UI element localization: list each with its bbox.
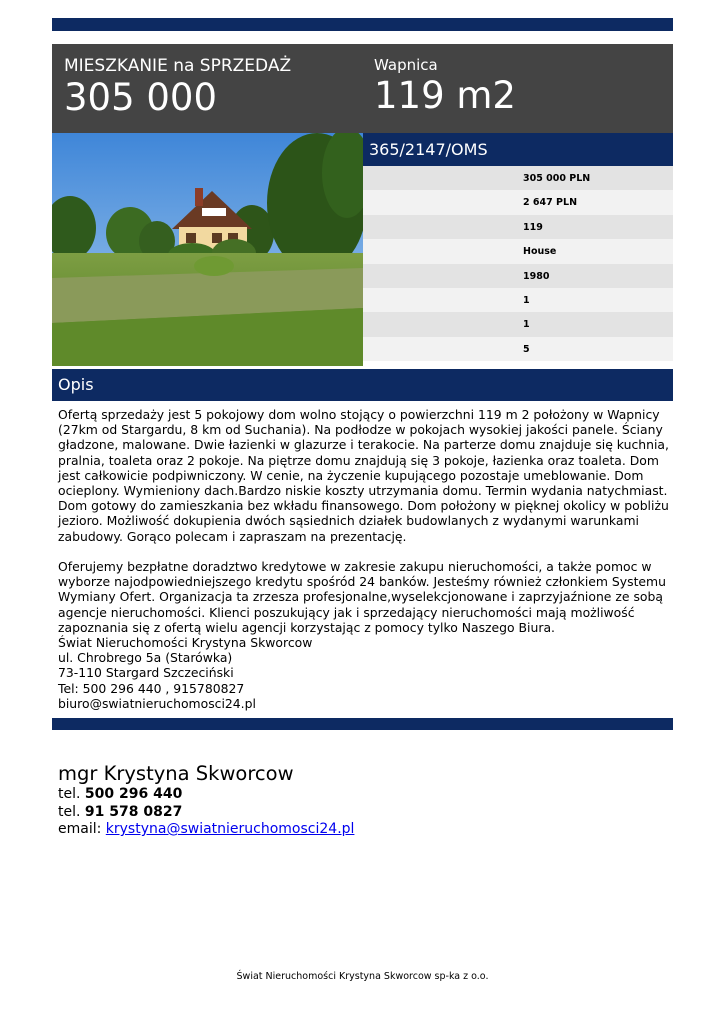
detail-value: 1980 xyxy=(523,270,550,282)
office-line: ul. Chrobrego 5a (Starówka) xyxy=(58,650,233,666)
detail-row-area xyxy=(363,215,673,239)
detail-value: 1 xyxy=(523,294,530,306)
agent-phone-line xyxy=(58,804,658,822)
section-divider-bar xyxy=(52,718,673,730)
detail-value: 5 xyxy=(523,343,530,355)
office-line: Świat Nieruchomości Krystyna Skworcow xyxy=(58,635,313,651)
reference-number: 365/2147/OMS xyxy=(369,140,488,159)
detail-value: 1 xyxy=(523,319,530,331)
agent-email-link[interactable]: krystyna@swiatnieruchomosci24.pl xyxy=(105,821,355,837)
listing-header xyxy=(52,44,673,133)
description-header xyxy=(52,369,673,401)
phone-label: tel. xyxy=(58,786,81,802)
email-label: email: xyxy=(58,821,102,837)
agent-email-line xyxy=(58,821,658,839)
detail-value: House xyxy=(523,246,557,258)
detail-row-year xyxy=(363,264,673,288)
footer-company: Świat Nieruchomości Krystyna Skworcow sp-ka z o.o. xyxy=(236,971,489,982)
detail-row-price xyxy=(363,166,673,190)
agent-contact xyxy=(58,762,658,839)
office-line: 73-110 Stargard Szczeciński xyxy=(58,665,234,681)
description-body xyxy=(58,407,670,711)
detail-value: 2 647 PLN xyxy=(523,197,578,209)
listing-city: Wapnica xyxy=(374,56,438,74)
office-line: biuro@swiatnieruchomosci24.pl xyxy=(58,695,256,711)
agent-phone-line xyxy=(58,786,658,804)
agent-name: mgr Krystyna Skworcow xyxy=(58,762,294,785)
listing-area: 119 m2 xyxy=(374,74,516,117)
agent-phone-2: 91 578 0827 xyxy=(84,803,183,820)
detail-row-6 xyxy=(363,288,673,312)
detail-value: 119 xyxy=(523,221,543,233)
detail-row-rooms xyxy=(363,337,673,361)
office-line: Tel: 500 296 440 , 915780827 xyxy=(58,680,245,696)
reference-bar xyxy=(363,133,673,166)
phone-label: tel. xyxy=(58,803,81,820)
description-paragraph: Ofertą sprzedaży jest 5 pokojowy dom wolno stojący o powierzchni 119 m 2 położony w Wapnicy (27km od Stargardu, 8 km od Suchania). Na podłodze w pokojach wysokiej jakości panele. Ściany gładzone, malowane. Dwie łazienki w glazurze i terakocie. Na parterze domu znajduje się kuchnia, pralnia, toaleta oraz 2 pokoje. Na piętrze domu znajdują się 3 pokoje, łazienka oraz toaleta. Dom jest całkowicie podpiwniczony. W cenie, na życzenie kupującego pozostaje umeblowanie. Dom ocieplony. Wymieniony dach.Bardzo niskie koszty utrzymania domu. Termin wydania natychmiast. Dom gotowy do zamieszkania bez wkładu finansowego. Dom położony w pięknej okolicy w pobliżu jezioro. Możliwość dokupienia dwóch sąsiednich działek budowlanych z wydanymi warunkami zabudowy. Gorąco polecam i zapraszam na prezentację. xyxy=(58,407,669,544)
detail-row-type xyxy=(363,239,673,263)
listing-price: 305 000 xyxy=(64,76,218,119)
detail-row-7 xyxy=(363,312,673,336)
listing-type-label: MIESZKANIE na SPRZEDAŻ xyxy=(64,56,292,76)
details-table xyxy=(363,166,673,361)
detail-value: 305 000 PLN xyxy=(523,173,591,184)
property-photo xyxy=(52,133,363,366)
top-accent-bar xyxy=(52,18,673,31)
description-title: Opis xyxy=(58,375,94,394)
agent-phone-1: 500 296 440 xyxy=(84,786,183,802)
description-paragraph: Oferujemy bezpłatne doradztwo kredytowe w zakresie zakupu nieruchomości, a także pomoc w wyborze najodpowiedniejszego kredytu spośród 24 banków. Jesteśmy również członkiem Systemu Wymiany Ofert. Organizacja ta zrzesza profesjonalne,wyselekcjonowane i zaprzyjaźnione ze sobą agencje nieruchomości. Klienci poszukujący jak i sprzedający nieruchomości mają możliwość zapoznania się z ofertą wielu agencji korzystając z pomocy tylko Naszego Biura. xyxy=(58,559,666,635)
detail-row-price-per-m2 xyxy=(363,190,673,214)
